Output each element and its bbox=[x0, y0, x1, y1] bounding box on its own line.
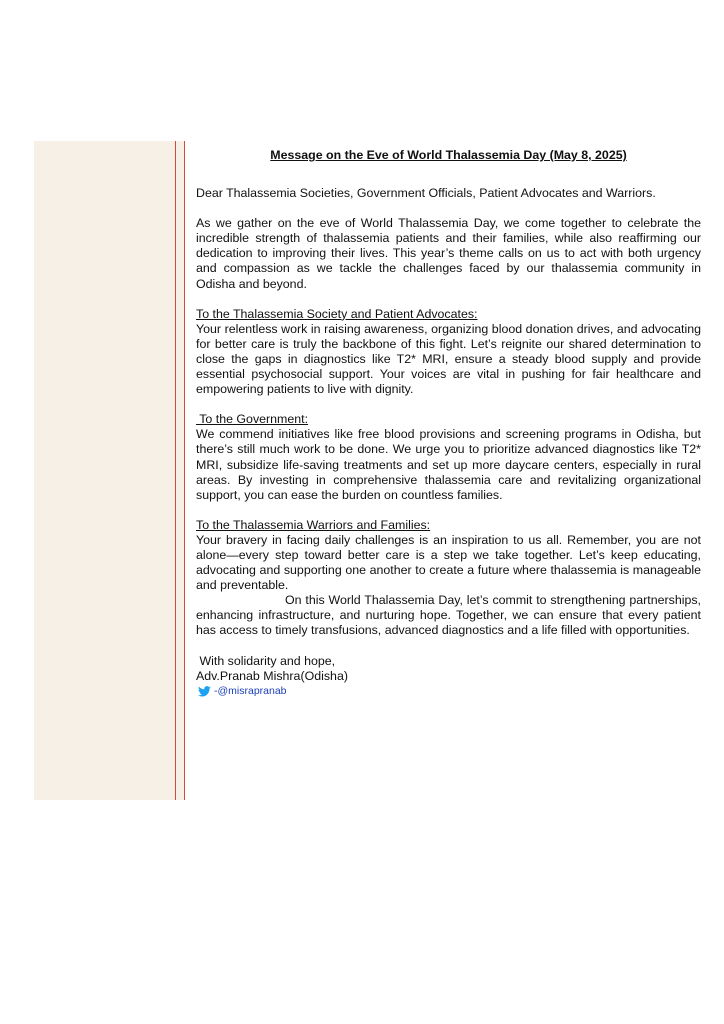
twitter-handle-row[interactable] bbox=[198, 684, 701, 699]
final-paragraph: On this World Thalassemia Day, let’s commit to strengthening partnerships, enhancing infrastructure, and nurturing hope. Together, we can ensure that every patient has access to timely transfusions, advanced diagnostics and a life filled with opportunities. bbox=[196, 593, 701, 638]
letter-title: Message on the Eve of World Thalassemia Day (May 8, 2025) bbox=[270, 148, 627, 162]
twitter-handle[interactable]: -@misrapranab bbox=[214, 684, 287, 697]
intro-paragraph: As we gather on the eve of World Thalassemia Day, we come together to celebrate the incredible strength of thalassemia patients and their families, while also reaffirming our dedication to improving their lives. This year’s theme calls on us to act with both urgency and compassion as we tackle the challenges faced by our thalassemia community in Odisha and beyond. bbox=[196, 216, 701, 291]
section-body: We commend initiatives like free blood provisions and screening programs in Odisha, but there’s still much work to be done. We urge you to prioritize advanced diagnostics like T2* MRI, subsidize life-saving treatments and set up more daycare centers, especially in rural areas. By investing in comprehensive thalassemia care and revitalizing organizational support, you can ease the burden on countless families. bbox=[196, 427, 701, 502]
margin-rule-right bbox=[184, 141, 185, 800]
section-body: Your relentless work in raising awareness, organizing blood donation drives, and advocating for better care is truly the backbone of this fight. Let’s reignite our shared determination to close the gaps in diagnostics like T2* MRI, ensure a steady blood supply and provide essential psychosocial support. Your voices are vital in pushing for fair healthcare and empowering patients to live with dignity. bbox=[196, 321, 701, 397]
section-government bbox=[196, 412, 701, 503]
signature: Adv.Pranab Mishra(Odisha) bbox=[196, 668, 348, 683]
closing-block bbox=[196, 654, 701, 699]
section-heading: To the Government: bbox=[196, 412, 309, 427]
letter-body bbox=[196, 148, 701, 699]
section-heading: To the Thalassemia Society and Patient Advocates: bbox=[196, 306, 478, 321]
page-margin-strip bbox=[34, 141, 185, 800]
margin-rule-left bbox=[175, 141, 176, 800]
section-body: Your bravery in facing daily challenges is an inspiration to us all. Remember, you are not alone—every step toward better care is a step we take together. Let’s keep educating, advocating and supporting one another to create a future where thalassemia is manageable and preventable. bbox=[196, 532, 701, 593]
greeting: Dear Thalassemia Societies, Government Officials, Patient Advocates and Warriors. bbox=[196, 186, 656, 201]
section-society bbox=[196, 307, 701, 398]
twitter-bird-icon bbox=[198, 686, 211, 697]
closing-line: With solidarity and hope, bbox=[196, 653, 336, 668]
section-heading: To the Thalassemia Warriors and Families: bbox=[196, 517, 431, 532]
section-warriors bbox=[196, 518, 701, 593]
